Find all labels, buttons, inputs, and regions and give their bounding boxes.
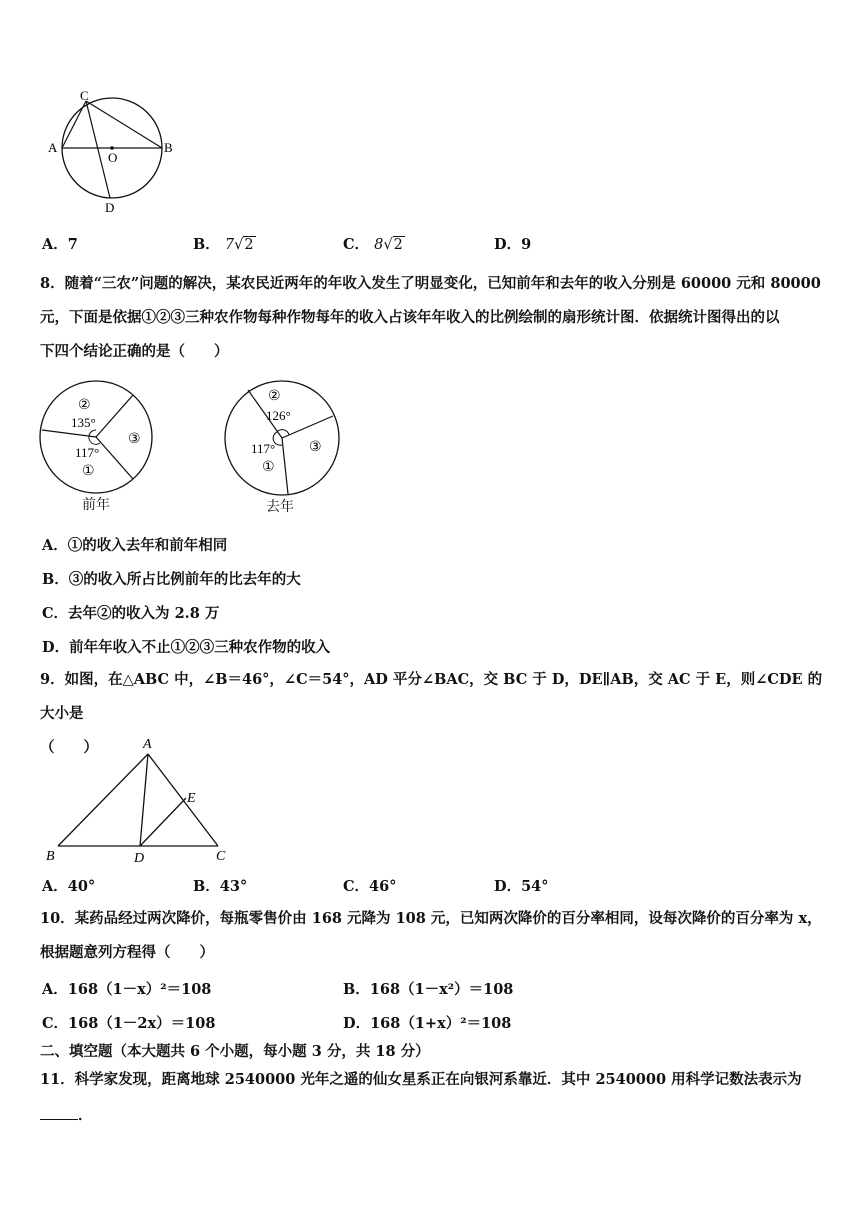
option-value: 7 xyxy=(67,236,78,253)
option-label: C． xyxy=(42,605,69,622)
q8-stem-line3: 下四个结论正确的是（ ） xyxy=(40,343,229,360)
option-label: C． xyxy=(42,1015,69,1032)
pie-last-angle-2: 126° xyxy=(266,408,291,423)
pie-last-sector-1: ① xyxy=(262,459,275,475)
q11-stem xyxy=(40,1063,832,1131)
option-value: 9 xyxy=(521,236,532,253)
option-label: D． xyxy=(343,1015,371,1032)
q8-option-c[interactable] xyxy=(42,602,219,623)
option-label: B． xyxy=(343,981,370,998)
q10-option-b[interactable] xyxy=(343,978,513,999)
option-label: A． xyxy=(42,878,68,895)
q8-pie-before-caption: 前年 xyxy=(82,497,110,513)
q9-point-b: B xyxy=(46,849,55,864)
option-label: C． xyxy=(343,236,370,253)
option-label: B． xyxy=(42,571,69,588)
q10-option-a[interactable] xyxy=(42,978,211,999)
option-value: 40° xyxy=(67,878,96,895)
q11-period: ． xyxy=(78,1107,93,1124)
sqrt-radicand: 2 xyxy=(393,237,403,253)
pie-before-angle-2: 135° xyxy=(71,415,96,430)
q7-circle-figure xyxy=(0,0,868,230)
q8-option-b[interactable] xyxy=(42,568,301,589)
option-value: 46° xyxy=(369,878,397,895)
pie-before-sector-2: ② xyxy=(78,397,91,413)
q8-option-d[interactable] xyxy=(42,636,330,657)
q9-option-a[interactable] xyxy=(42,875,95,896)
option-text: 去年②的收入为 2.8 万 xyxy=(68,605,220,622)
q11-stem-line1: 11．科学家发现，距离地球 2540000 光年之遥的仙女星系正在向银河系靠近．其中 2540000 用科学记数法表示为 xyxy=(40,1071,802,1088)
sqrt-coefficient: 8 xyxy=(374,237,384,253)
option-label: C． xyxy=(343,878,370,895)
q8-option-a[interactable] xyxy=(42,534,227,555)
q7-option-d[interactable] xyxy=(494,233,531,254)
pie-last-angle-1: 117° xyxy=(251,441,276,456)
q9-point-c: C xyxy=(216,849,226,864)
q9-stem-line2: （ ） xyxy=(40,739,98,756)
option-label: A． xyxy=(42,236,68,253)
option-text: 168（1+x）²＝108 xyxy=(370,1015,512,1032)
q9-point-e: E xyxy=(187,791,196,806)
q8-stem-line1: 8．随着“三农”问题的解决，某农民近两年的年收入发生了明显变化，已知前年和去年的收入分别是 60000 元和 80000 xyxy=(40,275,821,292)
q7-point-b: B xyxy=(164,140,173,155)
q9-point-a: A xyxy=(143,737,152,752)
option-text: 168（1－x²）＝108 xyxy=(369,981,514,998)
q7-point-d: D xyxy=(105,200,115,215)
q10-option-d[interactable] xyxy=(343,1012,511,1033)
option-label: D． xyxy=(494,236,522,253)
option-label: B． xyxy=(193,878,220,895)
section-2-heading: 二、填空题（本大题共 6 个小题，每小题 3 分，共 18 分） xyxy=(40,1043,430,1060)
option-text: 168（1－2x）＝108 xyxy=(68,1015,216,1032)
q7-option-a[interactable] xyxy=(42,233,78,254)
q7-option-b[interactable] xyxy=(193,233,256,254)
q7-chord-ca xyxy=(62,101,86,148)
sqrt-expression: 7√2 xyxy=(224,237,254,253)
pie-before-sector-3: ③ xyxy=(128,431,141,447)
pie-before-sector-1: ① xyxy=(82,463,95,479)
q8-pie-last-caption: 去年 xyxy=(266,499,294,515)
q9-point-d: D xyxy=(134,851,145,866)
q7-chord-cd xyxy=(86,101,110,198)
option-label: D． xyxy=(494,878,522,895)
q9-option-c[interactable] xyxy=(343,875,396,896)
option-label: A． xyxy=(42,537,68,554)
q7-chord-cb xyxy=(86,101,162,148)
q10-option-c[interactable] xyxy=(42,1012,215,1033)
q9-triangle-figure xyxy=(0,730,868,870)
pie-last-sector-2: ② xyxy=(268,388,281,404)
q10-stem-line2: 根据题意列方程得（ ） xyxy=(40,944,214,961)
q8-stem-line2: 元，下面是依据①②③三种农作物每种作物每年的收入占该年年收入的比例绘制的扇形统计图．依据统计图得出的以 xyxy=(40,309,780,326)
option-value: 43° xyxy=(219,878,248,895)
pie-before-angle-1: 117° xyxy=(75,445,100,460)
sqrt-radicand: 2 xyxy=(244,237,254,253)
q8-pie-last xyxy=(225,376,355,516)
option-text: ③的收入所占比例前年的比去年的大 xyxy=(68,571,301,588)
q7-point-o: O xyxy=(108,150,118,165)
q10-stem xyxy=(40,902,832,970)
q7-option-c[interactable] xyxy=(343,233,405,254)
q8-stem xyxy=(40,267,832,369)
q7-point-a: A xyxy=(48,140,58,155)
option-label: B． xyxy=(193,236,220,253)
q11-stem-line2 xyxy=(40,1097,832,1131)
q9-option-b[interactable] xyxy=(193,875,247,896)
q10-stem-line1: 10．某药品经过两次降价，每瓶零售价由 168 元降为 108 元，已知两次降价的百分率相同，设每次降价的百分率为 x， xyxy=(40,910,822,927)
answer-blank[interactable] xyxy=(40,1097,78,1120)
sqrt-expression: 8√2 xyxy=(374,237,403,253)
pie-last-sector-3: ③ xyxy=(309,439,322,455)
option-value: 54° xyxy=(521,878,549,895)
option-label: D． xyxy=(42,639,70,656)
option-text: 前年年收入不止①②③三种农作物的收入 xyxy=(69,639,331,656)
option-text: ①的收入去年和前年相同 xyxy=(67,537,228,554)
option-text: 168（1－x）²＝108 xyxy=(67,981,212,998)
q9-stem-line1: 9．如图，在△ABC 中，∠B＝46°，∠C＝54°，AD 平分∠BAC，交 BC 于 D，DE∥AB，交 AC 于 E，则∠CDE 的大小是 xyxy=(40,671,823,722)
q9-option-d[interactable] xyxy=(494,875,549,896)
option-label: A． xyxy=(42,981,68,998)
q7-point-c: C xyxy=(80,88,89,103)
sqrt-coefficient: 7 xyxy=(224,237,235,253)
